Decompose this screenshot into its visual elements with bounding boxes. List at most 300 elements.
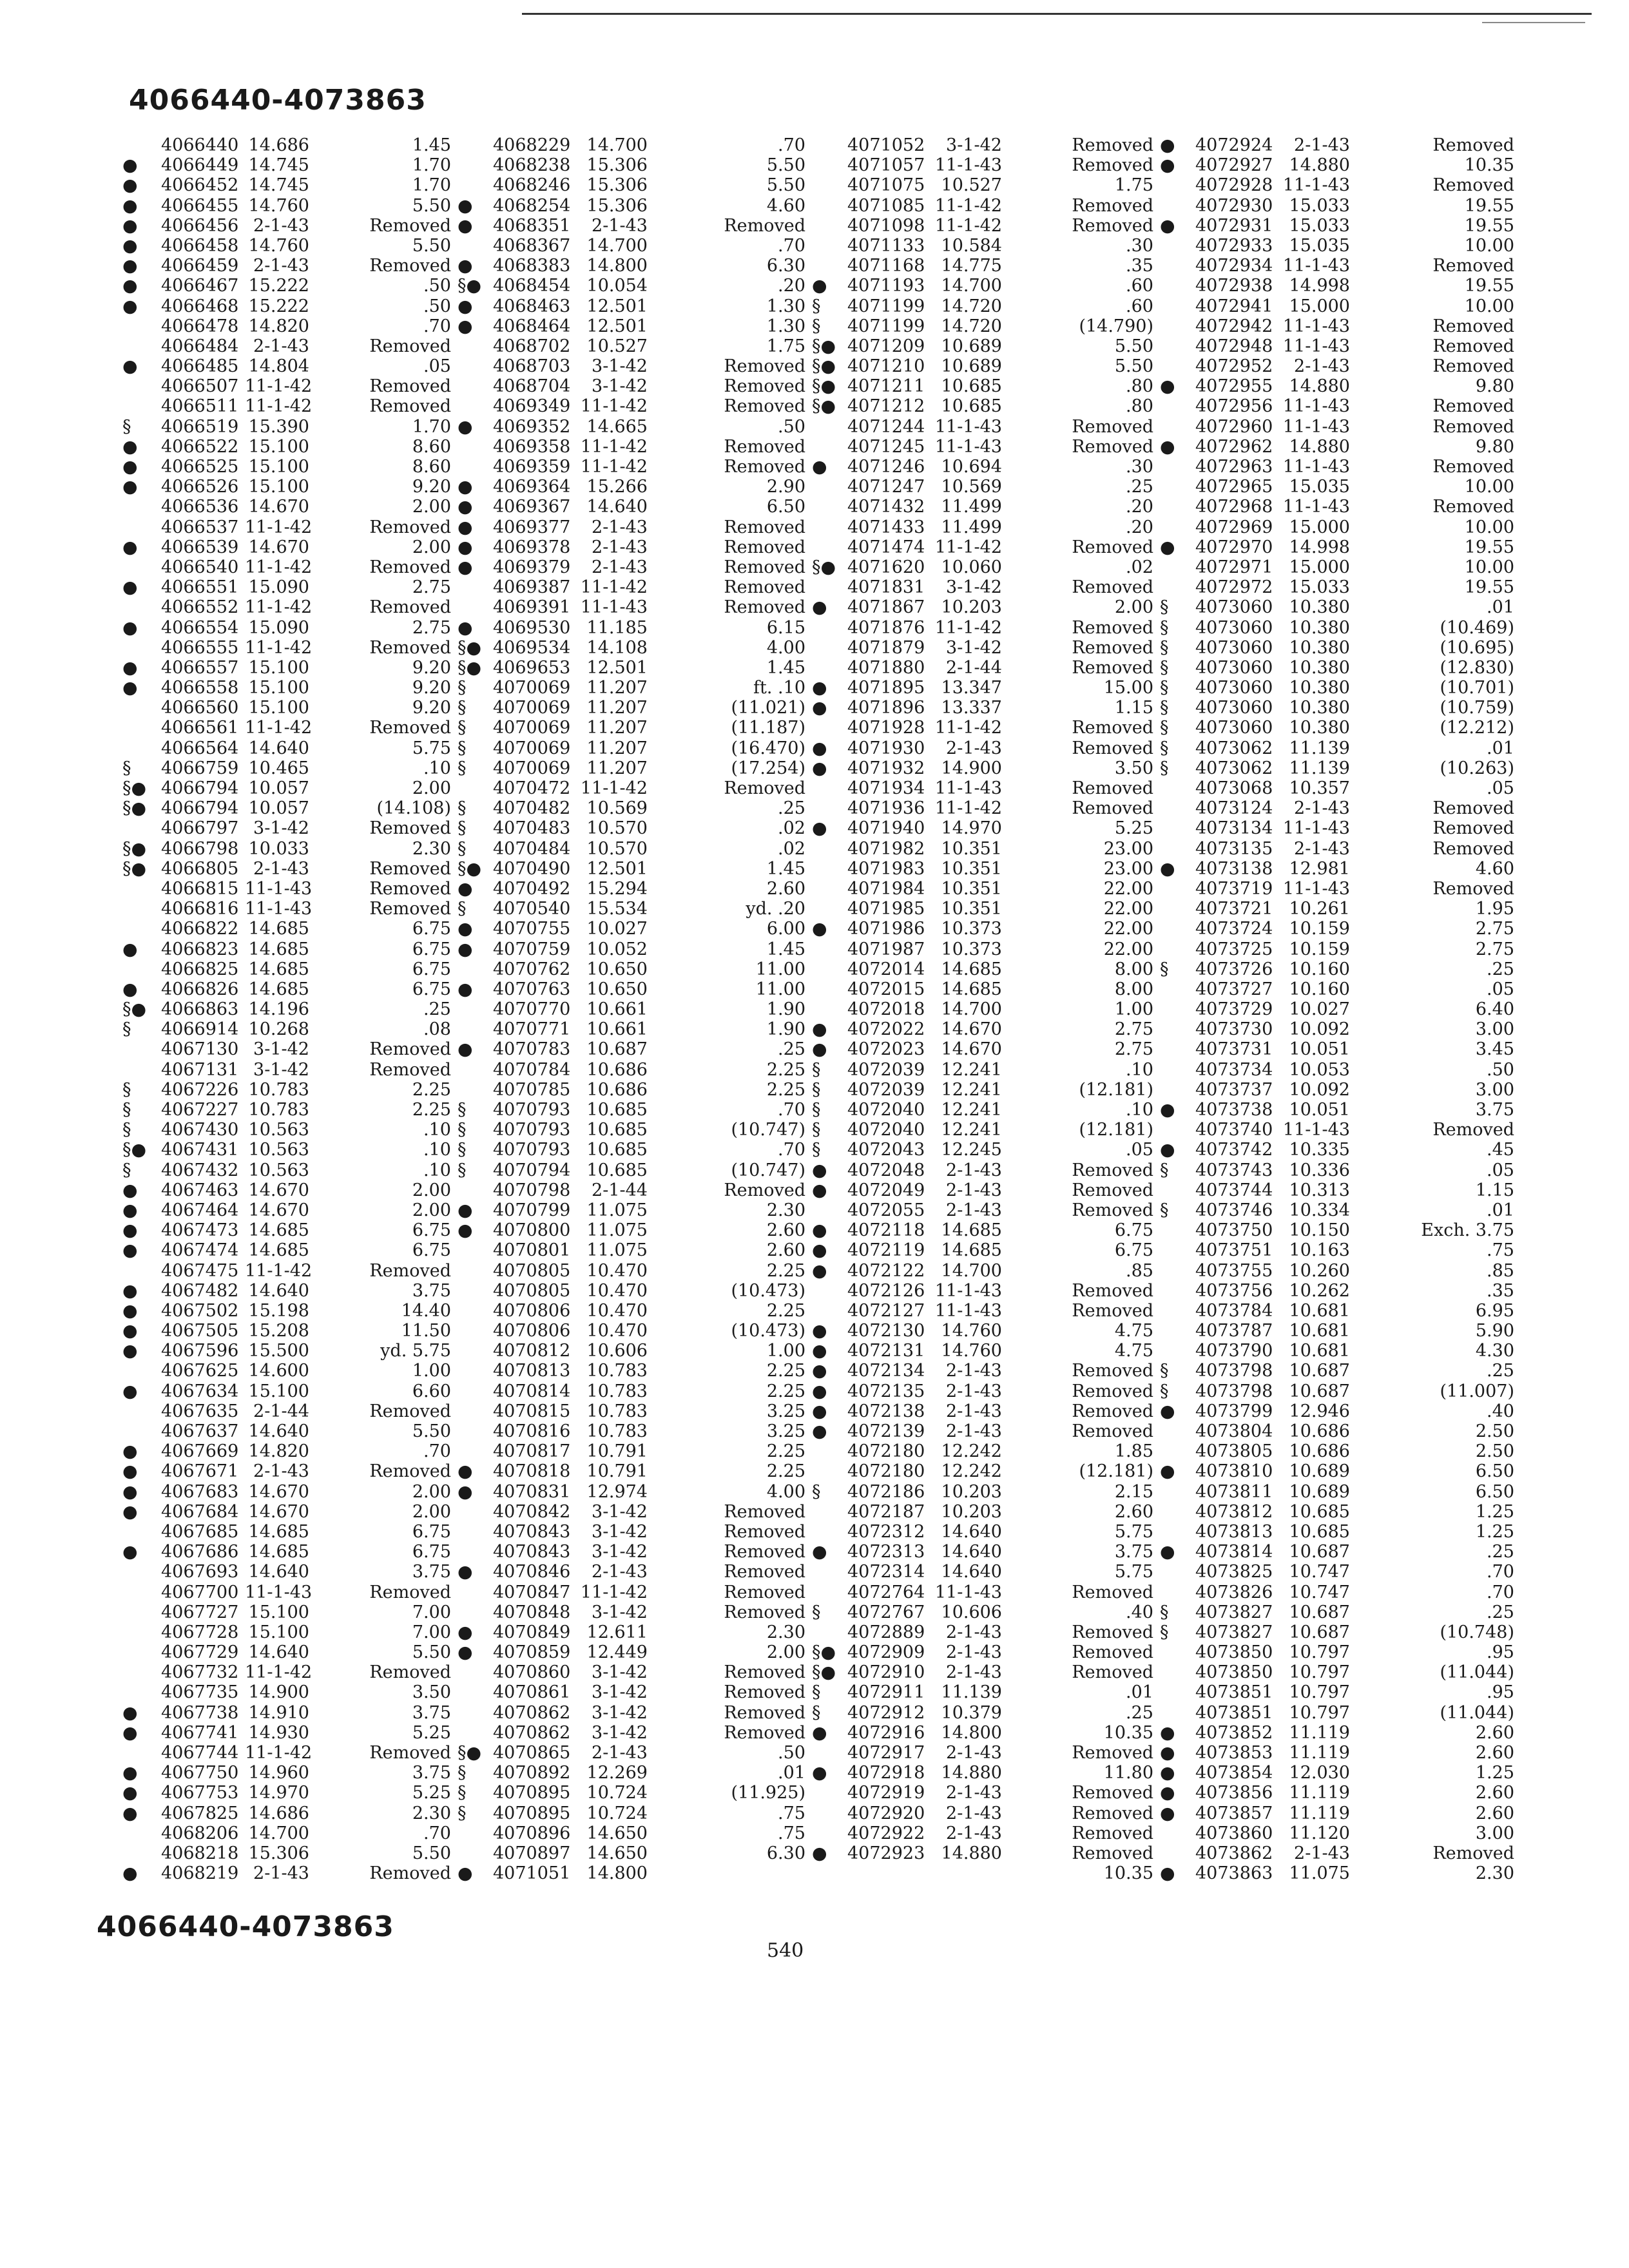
serial-number: 4073856 [1195,1783,1273,1803]
symbol-marker: ● [812,1341,827,1361]
serial-number: 4066816 [161,899,239,919]
serial-number: 4072931 [1195,215,1273,236]
code-value: 14.670 [941,1019,1002,1040]
symbol-marker: ● [122,235,138,256]
list-item [1379,457,1521,477]
code-value: 14.670 [248,1481,309,1502]
list-item [702,1542,1025,1562]
price-value: (12.181) [1079,1120,1153,1140]
price-value: 2.00 [412,1200,451,1220]
price-value: Removed [1432,416,1514,437]
price-value: 4.75 [1114,1321,1153,1341]
serial-number: 4070897 [493,1843,571,1863]
serial-number: 4072948 [1195,336,1273,356]
code-value: 14.745 [248,155,309,176]
code-value: 2-1-43 [253,1461,309,1482]
code-value: 10.027 [586,919,648,939]
list-item [1379,256,1521,276]
code-value: 10.159 [1289,939,1350,959]
serial-number: 4071987 [847,939,925,959]
list-item [348,1843,670,1863]
symbol-marker: ● [122,1441,138,1462]
serial-number: 4066467 [161,276,239,296]
price-value: Removed [1072,657,1153,678]
price-value: 22.00 [1103,939,1153,959]
list-item [1050,1522,1373,1542]
list-item [348,1461,670,1481]
price-value: .35 [1126,256,1153,276]
serial-number: 4072971 [1195,557,1273,577]
list-item [702,1220,1025,1240]
list-item [1379,196,1521,216]
symbol-marker: § [1160,758,1169,778]
serial-number: 4071932 [847,758,925,778]
list-item [1379,1723,1521,1743]
symbol-marker: ● [812,738,827,758]
list-item [702,939,1025,959]
price-value: 1.30 [766,316,805,336]
code-value: 15.294 [586,878,648,899]
list-item [348,1060,670,1080]
price-value: Removed [369,1260,451,1281]
list-item [1050,618,1373,638]
list-item [1050,818,1373,838]
list-item [1050,1582,1373,1602]
price-value: 2.60 [1475,1722,1514,1743]
symbol-marker: ● [1160,1743,1175,1763]
serial-number: 4067753 [161,1783,239,1803]
code-value: 11-1-43 [934,1582,1002,1602]
symbol-marker: § [458,738,467,758]
price-value: (11.021) [731,698,805,718]
list-item [1050,839,1373,859]
price-value: Removed [1072,537,1153,557]
serial-number: 4066797 [161,818,239,839]
list-item [1379,1823,1521,1843]
list-item [1050,738,1373,758]
symbol-marker: ● [122,537,138,557]
serial-number: 4072131 [847,1341,925,1361]
price-value: Removed [369,818,451,839]
symbol-marker: § [1160,657,1169,678]
list-item [702,396,1025,416]
serial-number: 4073798 [1195,1361,1273,1381]
price-value: Removed [724,396,805,417]
price-value: Removed [369,1863,451,1884]
price-value: (10.759) [1440,698,1514,718]
code-value: 14.685 [248,1220,309,1241]
code-value: 11-1-43 [1282,1120,1350,1140]
price-value: .25 [778,798,805,819]
serial-number: 4068246 [493,175,571,196]
price-value: .85 [1126,1260,1153,1281]
code-value: 3-1-42 [592,1501,648,1522]
serial-number: 4072014 [847,959,925,979]
price-value: 2.00 [412,497,451,517]
serial-number: 4072127 [847,1300,925,1321]
price-value: .80 [1126,396,1153,417]
price-value: 9.20 [412,698,451,718]
price-value: Removed [1072,1200,1153,1220]
code-value: 10.470 [586,1300,648,1321]
code-value: 14.685 [248,1240,309,1261]
code-value: 10.687 [1289,1622,1350,1642]
code-value: 11-1-42 [580,1582,648,1602]
price-value: Removed [724,1602,805,1622]
code-value: 14.685 [248,939,309,959]
serial-number: 4067732 [161,1662,239,1683]
code-value: 15.100 [248,1602,309,1622]
symbol-marker: § [458,758,467,778]
list-item [348,557,670,577]
code-value: 2-1-43 [592,215,648,236]
list-item [348,1823,670,1843]
code-value: 14.670 [248,537,309,557]
symbol-marker: §● [812,1662,836,1683]
symbol-marker: ● [812,457,827,477]
serial-number: 4066815 [161,878,239,899]
code-value: 10.357 [1289,778,1350,798]
symbol-marker: § [812,1120,821,1140]
serial-number: 4071199 [847,296,925,316]
price-value: 6.75 [1114,1220,1153,1241]
code-value: 14.650 [586,1823,648,1843]
price-value: Removed [1072,1823,1153,1843]
price-value: 4.00 [766,1481,805,1502]
list-item [348,1120,670,1140]
list-item [702,879,1025,899]
code-value: 10.563 [248,1160,309,1180]
symbol-marker: ● [122,1280,138,1301]
code-value: 14.700 [941,1260,1002,1281]
serial-number: 4069377 [493,517,571,537]
price-value: 2.75 [1114,1019,1153,1040]
serial-number: 4072933 [1195,235,1273,256]
code-value: 10.791 [586,1461,648,1482]
list-item [1050,1622,1373,1642]
code-value: 10.027 [1289,999,1350,1020]
price-value: 1.70 [412,416,451,437]
list-item [1379,1562,1521,1582]
list-item [348,1863,670,1883]
serial-number: 4067825 [161,1803,239,1823]
list-item [702,1763,1025,1783]
list-item [1379,1080,1521,1100]
code-value: 2-1-44 [253,1401,309,1421]
price-value: .25 [423,999,451,1020]
list-item [1379,216,1521,236]
serial-number: 4072039 [847,1079,925,1100]
price-value: 6.75 [412,1220,451,1241]
symbol-marker: ● [458,1562,473,1582]
price-value: (14.790) [1079,316,1153,336]
price-value: Removed [724,1662,805,1683]
symbol-marker: §● [122,838,147,859]
serial-number: 4072043 [847,1140,925,1160]
code-value: 15.100 [248,436,309,457]
serial-number: 4067475 [161,1260,239,1281]
list-item [702,1642,1025,1662]
price-value: .75 [778,1823,805,1843]
code-value: 14.880 [1289,376,1350,397]
list-item [348,1321,670,1341]
price-value: Removed [369,1401,451,1421]
serial-number: 4071210 [847,356,925,377]
serial-number: 4072911 [847,1682,925,1703]
code-value: 12.981 [1289,858,1350,879]
serial-number: 4070793 [493,1120,571,1140]
code-value: 10.689 [1289,1461,1350,1482]
list-item [1379,417,1521,437]
list-item [1379,336,1521,356]
code-value: 2-1-43 [946,1401,1002,1421]
symbol-marker: ● [1160,1763,1175,1783]
list-item [702,537,1025,557]
serial-number: 4067474 [161,1240,239,1261]
code-value: 10.797 [1289,1702,1350,1723]
serial-number: 4069378 [493,537,571,557]
serial-number: 4066561 [161,718,239,738]
symbol-marker: ● [458,316,473,336]
code-value: 3-1-42 [592,1542,648,1562]
list-item [1379,939,1521,959]
list-item [1379,316,1521,336]
list-item [702,1803,1025,1823]
list-item [1379,175,1521,195]
list-item [702,678,1025,698]
list-item [348,1180,670,1200]
symbol-marker: ● [122,155,138,176]
code-value: 10.681 [1289,1341,1350,1361]
symbol-marker: § [122,758,131,778]
code-value: 12.501 [586,657,648,678]
price-value: (12.181) [1079,1079,1153,1100]
list-item [348,216,670,236]
serial-number: 4066522 [161,436,239,457]
code-value: 14.670 [248,497,309,517]
serial-number: 4072048 [847,1160,925,1180]
symbol-marker: § [458,1763,467,1783]
list-item [1379,778,1521,798]
code-value: 14.665 [586,416,648,437]
serial-number: 4071620 [847,557,925,577]
list-item [1379,638,1521,658]
list-item [348,497,670,517]
symbol-marker: ● [1160,1722,1175,1743]
list-item [1379,1522,1521,1542]
list-item [348,1803,670,1823]
price-value: 2.25 [766,1260,805,1281]
serial-number: 4071075 [847,175,925,196]
price-value: Removed [724,1702,805,1723]
list-item [1379,1843,1521,1863]
serial-number: 4070763 [493,979,571,999]
serial-number: 4073724 [1195,919,1273,939]
serial-number: 4070860 [493,1662,571,1683]
price-value: Removed [369,597,451,618]
list-item [1379,959,1521,979]
serial-number: 4066458 [161,235,239,256]
serial-number: 4073851 [1195,1702,1273,1723]
price-value: .95 [1487,1642,1514,1663]
price-value: 6.40 [1475,999,1514,1020]
code-value: 13.347 [941,678,1002,698]
price-value: (11.007) [1440,1381,1514,1401]
code-value: 12.242 [941,1441,1002,1462]
serial-number: 4070813 [493,1361,571,1381]
price-value: .25 [1487,1542,1514,1562]
serial-number: 4070896 [493,1823,571,1843]
code-value: 10.092 [1289,1079,1350,1100]
price-value: Removed [724,1180,805,1200]
serial-number: 4066554 [161,617,239,638]
serial-number: 4070849 [493,1622,571,1642]
list-item [702,1080,1025,1100]
code-value: 10.351 [941,858,1002,879]
symbol-marker: ● [122,436,138,457]
price-value: 1.15 [1475,1180,1514,1200]
symbol-marker: ● [122,577,138,598]
list-item [702,658,1025,678]
symbol-marker: ● [1160,436,1175,457]
symbol-marker: §● [458,1743,482,1763]
serial-number: 4071133 [847,235,925,256]
price-value: .10 [1126,1100,1153,1120]
symbol-marker: ● [122,1200,138,1220]
price-value: Removed [1072,637,1153,658]
code-value: 2-1-43 [946,1803,1002,1823]
price-value: Removed [369,557,451,577]
symbol-marker: ● [812,1019,827,1040]
serial-number: 4070490 [493,858,571,879]
code-value: 14.685 [941,1240,1002,1261]
code-value: 3-1-42 [592,356,648,377]
list-item [702,1743,1025,1763]
symbol-marker: ● [812,1542,827,1562]
list-item [348,1240,670,1260]
serial-number: 4069358 [493,436,571,457]
code-value: 14.108 [586,637,648,658]
serial-number: 4066805 [161,858,239,879]
code-value: 10.262 [1289,1280,1350,1301]
price-value: 3.25 [766,1421,805,1441]
list-item [1379,537,1521,557]
code-value: 2-1-43 [1294,838,1350,859]
list-item [348,537,670,557]
code-value: 11-1-42 [245,1260,313,1281]
list-item [1050,1080,1373,1100]
code-value: 12.241 [941,1059,1002,1080]
code-value: 11-1-42 [934,537,1002,557]
price-value: yd. .20 [746,899,805,919]
symbol-marker: § [458,1140,467,1160]
list-item [702,1823,1025,1843]
list-item [1050,1743,1373,1763]
symbol-marker: ● [812,1421,827,1441]
price-value: 2.60 [766,1240,805,1261]
serial-number: 4073811 [1195,1481,1273,1502]
list-item [1050,678,1373,698]
price-value: Removed [369,256,451,276]
list-item [348,1100,670,1120]
symbol-marker: ● [122,276,138,296]
list-item [1050,336,1373,356]
list-item [1379,1763,1521,1783]
price-value: .25 [1487,1361,1514,1381]
price-value: 22.00 [1103,878,1153,899]
list-item [1379,577,1521,597]
price-value: .30 [1126,457,1153,477]
serial-number: 4066823 [161,939,239,959]
symbol-marker: §● [812,376,836,397]
serial-number: 4071244 [847,416,925,437]
code-value: 11.119 [1289,1722,1350,1743]
serial-number: 4069367 [493,497,571,517]
price-value: 5.75 [1114,1562,1153,1582]
list-item [1379,1039,1521,1059]
code-value: 15.306 [586,195,648,216]
price-value: 10.00 [1464,296,1514,316]
serial-number: 4067685 [161,1521,239,1542]
price-value: 6.75 [412,979,451,999]
symbol-marker: ● [812,1260,827,1281]
code-value: 15.534 [586,899,648,919]
symbol-marker: ● [458,939,473,959]
price-value: 6.95 [1475,1300,1514,1321]
serial-number: 4071051 [493,1863,571,1884]
code-value: 15.390 [248,416,309,437]
symbol-marker: § [458,818,467,839]
code-value: 10.783 [248,1100,309,1120]
list-item [1379,477,1521,497]
list-item [1050,1361,1373,1381]
code-value: 10.783 [248,1079,309,1100]
price-value: Removed [369,396,451,417]
code-value: 11-1-43 [1282,396,1350,417]
price-value: 1.00 [412,1361,451,1381]
price-value: Removed [369,1743,451,1763]
list-item [1050,1461,1373,1481]
list-item [1379,155,1521,175]
list-item [702,798,1025,818]
symbol-marker: ● [122,1783,138,1803]
code-value: 15.100 [248,657,309,678]
serial-number: 4067671 [161,1461,239,1482]
page-range-footer: 4066440-4073863 [97,1910,394,1943]
code-value: 14.700 [941,999,1002,1020]
price-value: 2.00 [766,1642,805,1663]
code-value: 10.313 [1289,1180,1350,1200]
symbol-marker: § [1160,1200,1169,1220]
price-value: Removed [724,1562,805,1582]
price-value: Removed [369,1582,451,1602]
symbol-marker: ● [458,1039,473,1060]
serial-number: 4066536 [161,497,239,517]
code-value: 10.661 [586,1019,648,1040]
list-item [1050,1441,1373,1461]
list-item [1379,1642,1521,1662]
code-value: 10.686 [586,1059,648,1080]
price-value: (10.473) [731,1280,805,1301]
code-value: 14.600 [248,1361,309,1381]
price-value: .85 [1487,1260,1514,1281]
symbol-marker: ● [1160,1542,1175,1562]
serial-number: 4070895 [493,1803,571,1823]
list-item [348,577,670,597]
list-item [1379,1160,1521,1180]
serial-number: 4066825 [161,959,239,979]
code-value: 14.640 [586,497,648,517]
